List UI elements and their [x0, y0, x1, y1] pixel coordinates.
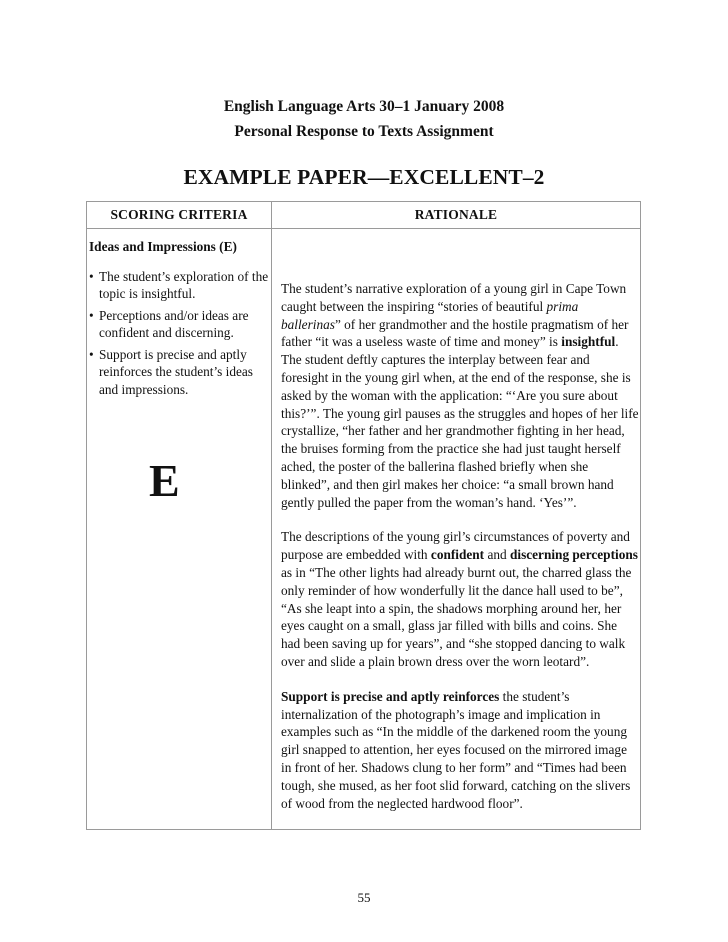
rationale-keyword: confident	[430, 547, 485, 563]
rationale-keyword: insightful	[561, 334, 616, 350]
page-number: 55	[357, 890, 371, 905]
criteria-item-text: Perceptions and/or ideas are confident and discerning.	[99, 307, 249, 340]
bullet-icon: •	[89, 307, 94, 323]
grade-letter: E	[149, 455, 180, 506]
criteria-list	[89, 268, 269, 399]
rationale-text: as in “The other lights had already burnt out, the charred glass the only reminder of how wonderfully lit the dance hall used to be”, “As she leapt into a spin, the shadows morphing around her, her eyes caught on a small, glass jar filled with bills and coins. She had been saving up for years”, and “she stopped dancing to walk over and slide a plain brown dress over the worn leotard”.	[281, 564, 632, 669]
criteria-item-text: Support is precise and aptly reinforces the student’s ideas and impressions.	[99, 346, 253, 397]
header-line-exam: English Language Arts 30–1 January 2008	[223, 98, 505, 115]
rationale-paragraph-3	[281, 688, 639, 813]
header-line-assignment: Personal Response to Texts Assignment	[234, 123, 494, 140]
criteria-column	[89, 238, 269, 402]
rationale-header: RATIONALE	[414, 207, 498, 222]
scoring-table	[86, 201, 641, 830]
criteria-item	[89, 346, 269, 399]
criteria-item	[89, 307, 269, 342]
column-divider	[271, 202, 272, 829]
header-divider	[87, 228, 640, 229]
bullet-icon: •	[89, 268, 94, 284]
rationale-text: . The student deftly captures the interplay between fear and foresight in the young girl when, at the end of the response, she is asked by the woman with the application: “‘Are you sure about this?’”. The young girl pauses as the struggles and hopes of her life crystallize, “her father and her grandmother fighting in her head, the bruises forming from the practice she had just taught herself ached, the poster of the ballerina flashed briefly when she blinked”, and then girl makes her choice: “a small brown hand gently pulled the paper from the woman’s hand. ‘Yes’”.	[281, 334, 639, 510]
criteria-item	[89, 268, 269, 303]
rationale-text: The descriptions of the young girl’s circumstances of poverty and purpose are embedded with	[281, 529, 630, 563]
rationale-column	[281, 280, 639, 829]
rationale-keyword: Support is precise and aptly reinforces	[281, 688, 500, 704]
page-title: EXAMPLE PAPER—EXCELLENT–2	[183, 165, 545, 189]
bullet-icon: •	[89, 346, 94, 362]
rationale-text: and	[484, 547, 510, 563]
rationale-text: The student’s narrative exploration of a young girl in Cape Town caught between the inspiring “stories of beautiful	[281, 281, 627, 314]
rationale-keyword: discerning perceptions	[509, 547, 638, 563]
rationale-text: the student’s internalization of the photograph’s image and implication in examples such as “In the middle of the darkened room the young girl snapped to attention, her eyes focused on the mirrored image in front of her. Shadows clung to her form” and “Times had been tough, she mused, as her foot slid forward, catching on the slivers of wood from the neglected hardwood floor”.	[281, 688, 631, 811]
criteria-item-text: The student’s exploration of the topic is insightful.	[99, 268, 269, 301]
rationale-paragraph-1	[281, 280, 639, 511]
scoring-criteria-header: SCORING CRITERIA	[110, 207, 248, 222]
rationale-paragraph-2	[281, 528, 639, 670]
rationale-italic: prima ballerinas	[281, 298, 579, 332]
rationale-text: ” of her grandmother and the hostile pragmatism of her father “it was a useless waste of time and money” is	[281, 316, 629, 350]
criteria-subheading: Ideas and Impressions (E)	[89, 239, 237, 254]
